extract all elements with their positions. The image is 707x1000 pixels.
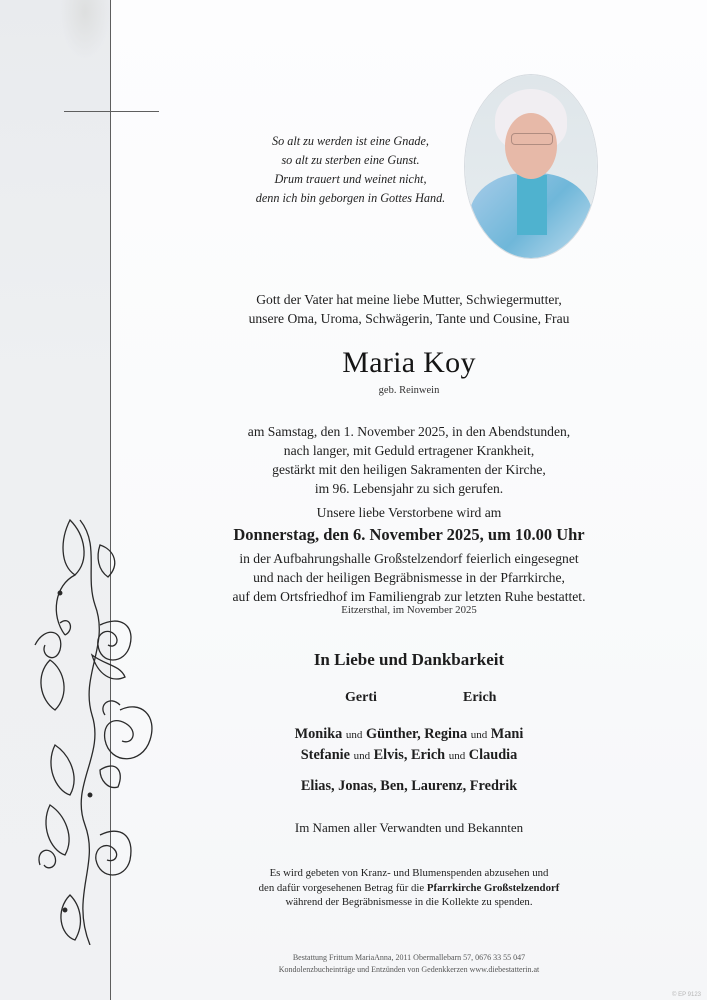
poem-line: denn ich bin geborgen in Gottes Hand. [255,191,446,205]
intro-line: unsere Oma, Uroma, Schwägerin, Tante und Cousine, Frau [248,311,570,326]
donation-text: den dafür vorgesehenen Betrag für die [258,881,427,894]
footer-line: Kondolenzbucheinträge und Entzünden von Gedenkkerzen www.diebestatterin.at [278,964,540,974]
death-line: am Samstag, den 1. November 2025, in den Abendstunden, [247,424,571,439]
portrait-photo [465,75,597,258]
footer-line: Bestattung Frittum MariaAnna, 2011 Obermallebarn 57, 0676 33 55 047 [292,953,526,962]
death-line: nach langer, mit Geduld ertragener Krankheit, [283,443,535,458]
mourner-name: Stefanie [300,747,350,763]
deceased-name: Maria Koy [342,346,476,379]
child-name: Erich [463,690,497,705]
intro-text [111,290,707,328]
funeral-line: und nach der heiligen Begräbnismesse in der Pfarrkirche, [253,570,565,585]
funeral-details [111,549,707,606]
death-line: im 96. Lebensjahr zu sich gerufen. [314,481,504,496]
donation-line: Es wird gebeten von Kranz- und Blumenspenden abzusehen und [269,867,549,879]
memorial-poem [228,132,473,208]
cross-horizontal-bar [64,111,159,112]
funeral-line: in der Aufbahrungshalle Großstelzendorf feierlich eingesegnet [239,551,579,566]
funeral-home-footer [111,952,707,975]
intro-line: Gott der Vater hat meine liebe Mutter, Schwiegermutter, [256,292,562,307]
donation-recipient: Pfarrkirche Großstelzendorf [426,881,560,894]
couples-line [111,745,707,766]
poem-line: so alt zu sterben eine Gunst. [281,153,420,167]
maiden-name: geb. Reinwein [378,385,440,396]
death-notice [111,422,707,498]
mourners-heading: In Liebe und Dankbarkeit [313,650,505,669]
conjunction: und [448,750,466,762]
mourner-name: Mani [490,726,524,742]
relatives-line: Im Namen aller Verwandten und Bekannten [294,820,524,835]
template-code: © EP 9123 [672,992,701,998]
donation-line [111,881,707,896]
funeral-line: auf dem Ortsfriedhof im Familiengrab zur letzten Ruhe bestattet. [232,589,586,604]
couples [111,724,707,766]
conjunction: und [353,750,371,762]
death-line: gestärkt mit den heiligen Sakramenten der Kirche, [272,462,546,477]
donation-line: während der Begräbnismesse in die Kollekte zu spenden. [285,896,533,908]
donation-request [111,866,707,910]
funeral-date: Donnerstag, den 6. November 2025, um 10.00 Uhr [233,525,585,544]
poem-line: Drum trauert und weinet nicht, [274,172,427,186]
conjunction: und [470,729,488,741]
child-name: Gerti [345,690,377,705]
funeral-intro: Unsere liebe Verstorbene wird am [316,505,502,520]
couples-line [111,724,707,745]
conjunction: und [345,729,363,741]
mourner-name: Monika [294,726,343,742]
poem-line: So alt zu werden ist eine Gnade, [272,134,429,148]
mourner-name: Claudia [468,747,518,763]
grandchildren-names: Elias, Jonas, Ben, Laurenz, Fredrik [300,778,518,794]
place-date: Eitzersthal, im November 2025 [341,604,477,616]
mourner-name: Günther, Regina [365,726,468,742]
mourner-name: Elvis, Erich [373,747,446,763]
